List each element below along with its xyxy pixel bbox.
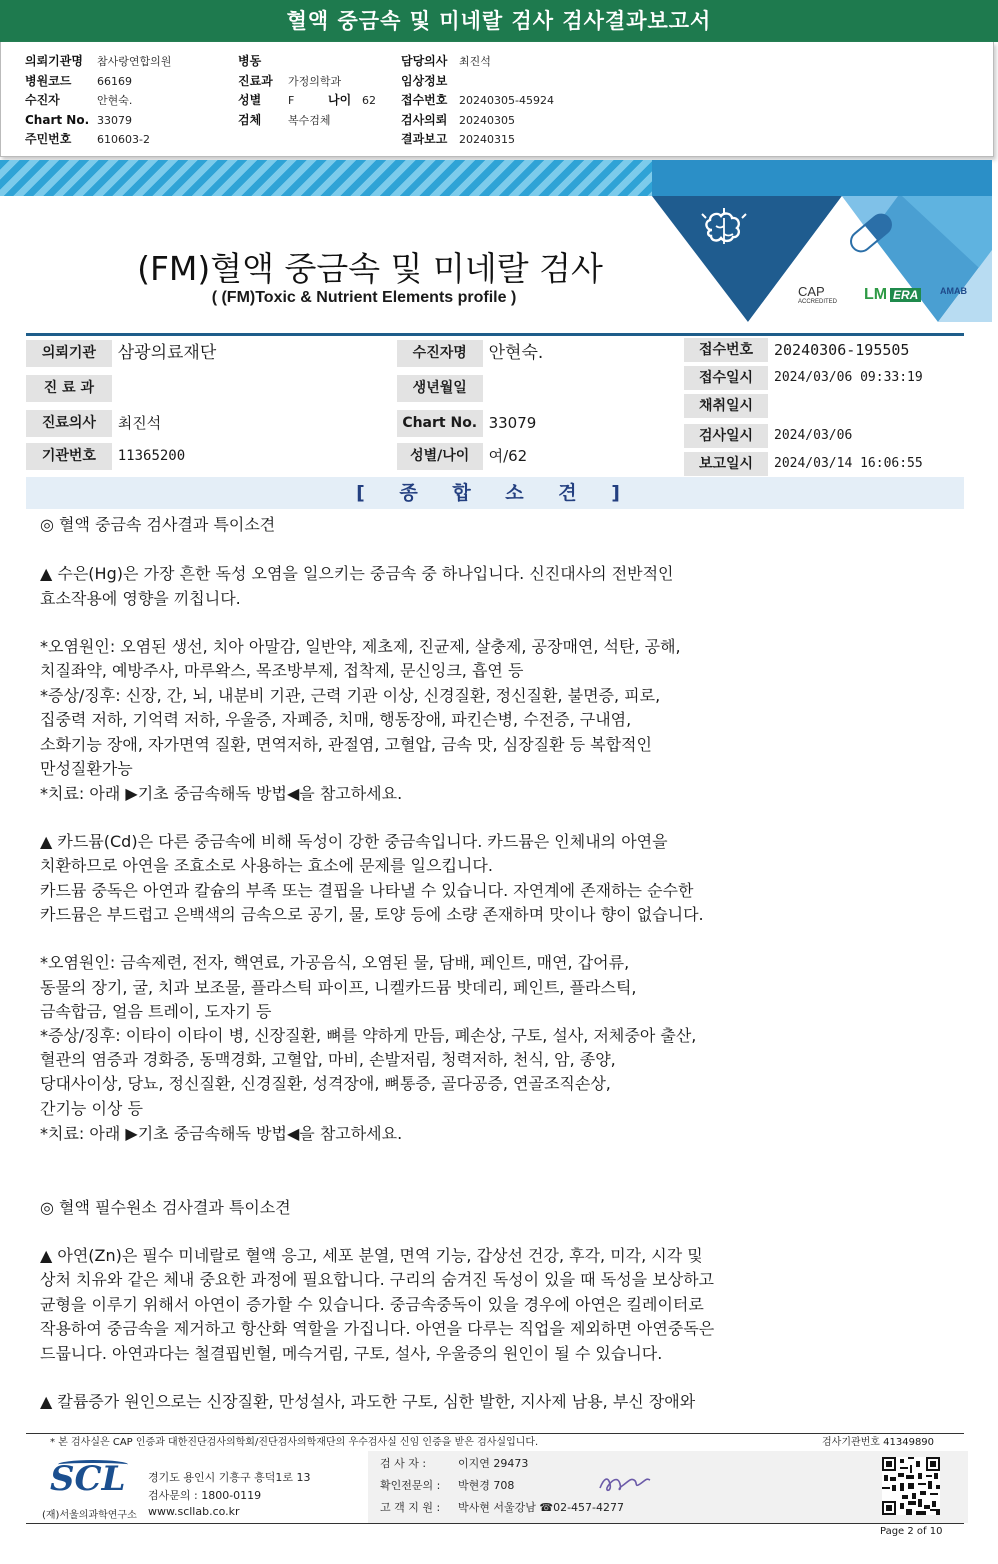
header-value: 복수검체 — [288, 113, 331, 127]
info-table-right — [684, 338, 964, 476]
info-label: 진료의사 — [26, 410, 112, 437]
lab-address: 경기도 용인시 기흥구 흥덕1로 13 — [148, 1471, 311, 1484]
info-row — [684, 394, 964, 418]
page-number: Page 2 of 10 — [880, 1526, 943, 1537]
lab-inquiry-phone: 검사문의 : 1800-0119 — [148, 1489, 262, 1502]
paragraph-line: ▲ 카드뮴(Cd)은 다른 중금속에 비해 독성이 강한 중금속입니다. 카드뮴은 인체내의 아연을 — [40, 832, 668, 851]
info-value: 최진석 — [117, 414, 162, 432]
scl-org-name: (재)서울의과학연구소 — [42, 1510, 137, 1521]
paragraph-line: 균형을 이루기 위해서 아연이 증가할 수 있습니다. 중금속중독이 있을 경우에 아연은 킬레이터로 — [40, 1295, 704, 1314]
paragraph-line: 작용하여 중금속을 제거하고 항산화 역할을 가집니다. 아연을 다루는 직업을 제외하면 아연중독은 — [40, 1319, 715, 1338]
info-label: 성별/나이 — [397, 443, 483, 470]
info-value: 삼광의료재단 — [117, 343, 217, 363]
header-label: 성별 — [238, 93, 262, 107]
header-value: 최진석 — [459, 55, 491, 68]
info-row — [26, 443, 674, 470]
lab-website[interactable]: www.scllab.co.kr — [148, 1505, 240, 1518]
header-label: 접수번호 — [401, 93, 448, 107]
info-value: 2024/03/06 — [774, 428, 853, 443]
specialist-label: 확인전문의 : — [380, 1479, 441, 1492]
info-label: 보고일시 — [684, 452, 768, 476]
paragraph-line: *증상/징후: 신장, 간, 뇌, 내분비 기관, 근력 기관 이상, 신경질환, 정신질환, 불면증, 피로, — [40, 686, 661, 705]
paragraph-line: 만성질환가능 — [40, 759, 133, 778]
info-label: 검사일시 — [684, 424, 768, 448]
amab-logo: AMAB — [940, 286, 967, 296]
paragraph-line: 집중력 저하, 기억력 저하, 우울증, 자폐증, 치매, 행동장애, 파킨슨병, 수전증, 구내염, — [40, 710, 632, 729]
info-value: 20240306-195505 — [774, 341, 910, 359]
info-row — [684, 452, 964, 476]
paragraph-line: 상처 치유와 같은 체내 중요한 과정에 필요합니다. 구리의 숨겨진 독성이 있을 때 독성을 보상하고 — [40, 1270, 714, 1289]
paragraph-line: 카드뮴은 부드럽고 은백색의 금속으로 공기, 물, 토양 등에 소량 존재하며 맛이나 향이 없습니다. — [40, 905, 704, 924]
info-row — [26, 410, 674, 437]
paragraph-line: *증상/징후: 이타이 이타이 병, 신장질환, 뼈를 약하게 만듬, 폐손상, 구토, 설사, 저체중아 출산, — [40, 1026, 697, 1045]
info-label: 기관번호 — [26, 443, 112, 470]
scl-logo: SCL — [50, 1459, 126, 1499]
header-label: 병동 — [238, 54, 262, 68]
header-label: 진료과 — [238, 73, 273, 88]
paragraph-line: 치질좌약, 예방주사, 마루왁스, 목조방부제, 접착제, 문신잉크, 흡연 등 — [40, 661, 524, 680]
info-value — [112, 375, 397, 402]
header-col-patient — [25, 50, 171, 148]
examiner-value: 이지연 29473 — [458, 1457, 529, 1470]
header-label: 주민번호 — [25, 132, 72, 146]
section-heading: ◎ 혈액 필수원소 검사결과 특이소견 — [40, 1198, 291, 1217]
doctor-signature — [596, 1470, 656, 1498]
info-label: 수진자명 — [397, 340, 483, 367]
footer-bottom-rule — [26, 1523, 964, 1524]
info-value: 안현숙. — [488, 343, 544, 363]
header-value: 610603-2 — [97, 133, 150, 146]
info-label: 채취일시 — [684, 394, 768, 418]
header-label: Chart No. — [25, 112, 90, 127]
paragraph-line: *오염원인: 오염된 생선, 치아 아말감, 일반약, 제초제, 진균제, 살충제, 공장매연, 석탄, 공해, — [40, 637, 681, 656]
header-label: 의뢰기관명 — [25, 54, 83, 68]
header-value: 20240305 — [459, 113, 515, 127]
info-label: 진 료 과 — [26, 375, 112, 402]
info-row — [684, 366, 964, 390]
specialist-value: 박현경 708 — [458, 1479, 515, 1492]
capsule-icon — [842, 208, 900, 258]
lm-logo: LM — [864, 286, 888, 303]
summary-section-title: [ 종 합 소 견 ] — [26, 477, 964, 509]
paragraph-line: 동물의 장기, 굴, 치과 보조물, 플라스틱 파이프, 니켈카드뮴 밧데리, 페인트, 플라스틱, — [40, 978, 637, 997]
header-label: 검사의뢰 — [401, 112, 448, 127]
header-value: 가정의학과 — [288, 74, 342, 88]
info-label: 의뢰기관 — [26, 340, 112, 367]
cap-logo-sub: ACCREDITED — [798, 299, 838, 305]
info-value — [768, 394, 964, 418]
paragraph-line: ▲ 칼륨증가 원인으로는 신장질환, 만성설사, 과도한 구토, 심한 발한, 지사제 남용, 부신 장애와 — [40, 1392, 696, 1411]
report-title: (FM)혈액 중금속 및 미네랄 검사 — [137, 249, 603, 288]
info-label: 접수번호 — [684, 338, 768, 362]
header-value-age: 62 — [362, 94, 376, 107]
info-row — [26, 340, 674, 367]
paragraph-line: 금속합금, 얼음 트레이, 도자기 등 — [40, 1002, 272, 1021]
header-value: 참사랑연합의원 — [97, 55, 172, 68]
header-value: 안현숙. — [97, 94, 133, 107]
header-label: 수진자 — [25, 93, 60, 107]
paragraph-line: *치료: 아래 ▶기초 중금속해독 방법◀을 참고하세요. — [40, 784, 403, 803]
report-banner-title: 혈액 중금속 및 미네랄 검사 검사결과보고서 — [0, 0, 998, 42]
header-label: 검체 — [238, 112, 262, 127]
report-subtitle: ( (FM)Toxic & Nutrient Elements profile ) — [211, 289, 517, 306]
cap-logo — [798, 284, 837, 305]
paragraph-line: 효소작용에 영향을 끼칩니다. — [40, 589, 241, 608]
info-label: 생년월일 — [397, 375, 483, 402]
footer-certification-note: * 본 검사실은 CAP 인증과 대한진단검사의학회/진단검사의학재단의 우수검사실 신임 인증을 받은 검사실입니다. — [50, 1437, 539, 1448]
paragraph-line: ▲ 수은(Hg)은 가장 흔한 독성 오염을 일으키는 중금속 중 하나입니다. 신진대사의 전반적인 — [40, 564, 674, 583]
paragraph-line: ▲ 아연(Zn)은 필수 미네랄로 혈액 응고, 세포 분열, 면역 기능, 갑상선 건강, 후각, 미각, 시각 및 — [40, 1246, 703, 1265]
header-label: 담당의사 — [401, 54, 448, 68]
info-label: 접수일시 — [684, 366, 768, 390]
qr-code — [882, 1457, 940, 1515]
info-table-left — [26, 340, 674, 470]
examiner-label: 검 사 자 : — [380, 1457, 427, 1470]
era-logo: ERA — [890, 288, 921, 302]
paragraph-line: 치환하므로 아연을 조효소로 사용하는 효소에 문제를 일으킵니다. — [40, 856, 493, 875]
paragraph-line: 카드뮴 중독은 아연과 칼슘의 부족 또는 결핍을 나타낼 수 있습니다. 자연계에 존재하는 순수한 — [40, 881, 694, 900]
header-value: 20240315 — [459, 133, 515, 146]
header-label-age: 나이 — [328, 93, 352, 107]
header-col-order — [401, 50, 554, 148]
header-info-box — [0, 42, 994, 157]
info-value: 여/62 — [488, 447, 528, 465]
info-value: 11365200 — [117, 448, 186, 464]
paragraph-line: *오염원인: 금속제련, 전자, 핵연료, 가공음식, 오염된 물, 담배, 페인트, 매연, 갑어류, — [40, 953, 630, 972]
support-label: 고 객 지 원 : — [380, 1501, 441, 1514]
support-value: 박사현 서울강남 ☎02-457-4277 — [458, 1501, 625, 1514]
header-label: 병원코드 — [25, 73, 72, 88]
info-row — [684, 424, 964, 448]
table-top-rule — [26, 333, 964, 336]
paragraph-line: 드뭅니다. 아연과다는 철결핍빈혈, 메슥거림, 구토, 설사, 우울증의 원인이 될 수 있습니다. — [40, 1344, 663, 1363]
info-value — [483, 375, 674, 402]
header-value: 20240305-45924 — [459, 94, 554, 107]
section-heading: ◎ 혈액 중금속 검사결과 특이소견 — [40, 515, 276, 534]
info-value: 2024/03/06 09:33:19 — [774, 370, 923, 385]
info-row — [26, 375, 674, 402]
info-value: 33079 — [488, 414, 537, 432]
lab-number: 검사기관번호 41349890 — [822, 1437, 935, 1448]
info-row — [684, 338, 964, 362]
info-value: 2024/03/14 16:06:55 — [774, 456, 923, 471]
header-value: F — [288, 94, 295, 107]
header-value: 66169 — [97, 74, 132, 88]
header-label: 결과보고 — [401, 132, 448, 146]
paragraph-line: *치료: 아래 ▶기초 중금속해독 방법◀을 참고하세요. — [40, 1124, 403, 1143]
paragraph-line: 간기능 이상 등 — [40, 1099, 143, 1118]
cap-logo-text: CAP — [798, 284, 825, 299]
paragraph-line: 소화기능 장애, 자가면역 질환, 면역저하, 관절염, 고혈압, 금속 맛, 심장질환 등 복합적인 — [40, 735, 652, 754]
scl-logo-swoosh — [58, 1460, 128, 1469]
paragraph-line: 혈관의 염증과 경화증, 동맥경화, 고혈압, 마비, 손발저림, 청력저하, 천식, 암, 종양, — [40, 1050, 616, 1069]
paragraph-line: 당대사이상, 당뇨, 정신질환, 신경질환, 성격장애, 뼈통증, 골다공증, 연골조직손상, — [40, 1074, 611, 1093]
info-label: Chart No. — [397, 410, 483, 437]
header-col-dept — [238, 50, 376, 128]
header-label: 임상정보 — [401, 73, 448, 88]
header-value: 33079 — [97, 113, 132, 127]
